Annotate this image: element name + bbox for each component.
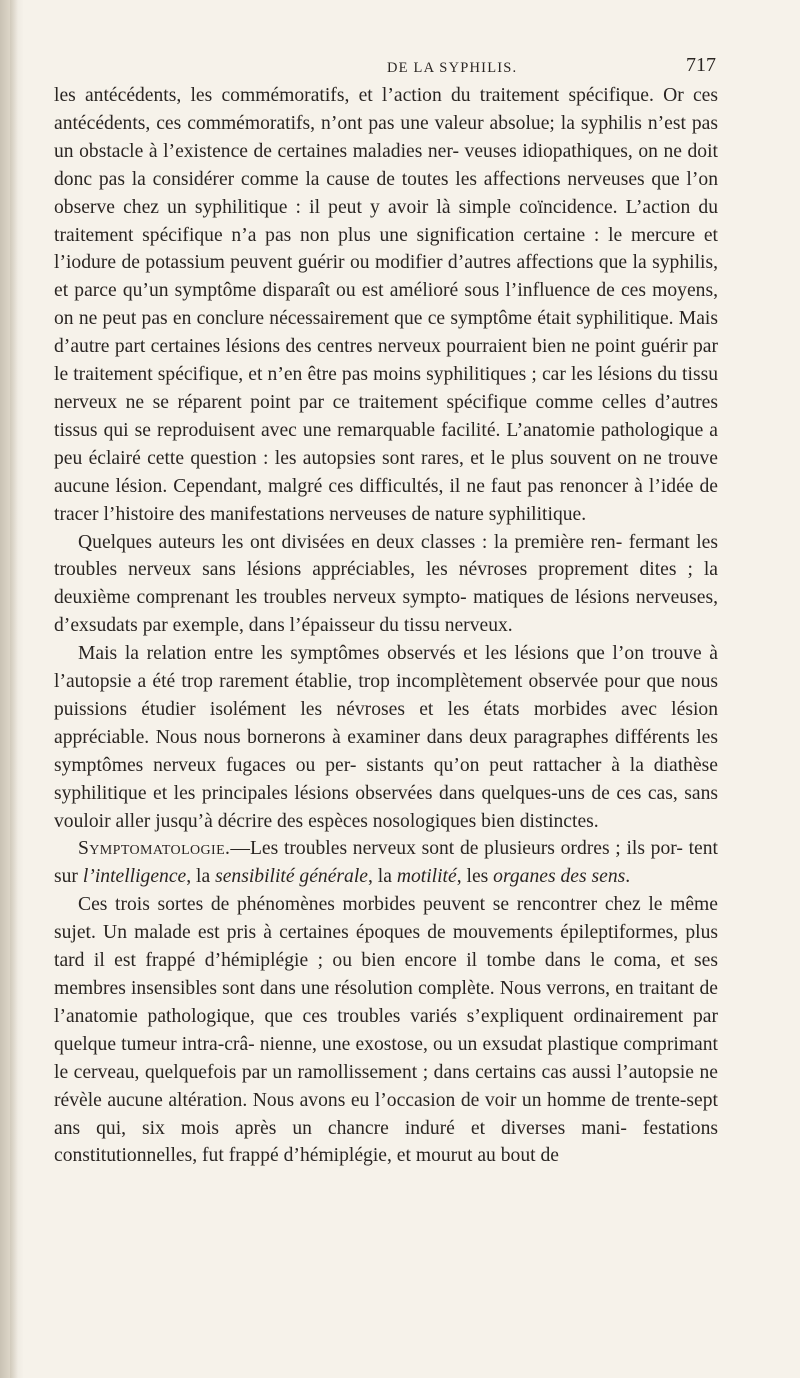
emphasis-organes: organes des sens: [493, 866, 626, 888]
paragraph-4: [54, 835, 718, 891]
text-run: , les: [456, 866, 494, 888]
emphasis-motilite: motilité: [396, 866, 457, 888]
emphasis-intelligence: l’intelligence: [82, 866, 187, 888]
paragraph-1: les antécédents, les commémoratifs, et l’action du traitement spécifique. Or ces antécédents, ces commémoratifs, n’ont pas une valeur absolue; la syphilis n’est pas un obstacle à l’existence de certaines maladies ner- veuses idiopathiques, on ne doit donc pas la considérer comme la cause de toutes les affections nerveuses que l’on observe chez un syphilitique : il peut y avoir là simple coïncidence. L’action du traitement spécifique n’a pas non plus une signification certaine : le mercure et l’iodure de potassium peuvent guérir ou modifier d’autres affections que la syphilis, et parce qu’un symptôme disparaît ou est amélioré sous l’influence de ces moyens, on ne peut pas en conclure nécessairement que ce symptôme était syphilitique. Mais d’autre part certaines lésions des centres nerveux pourraient bien ne point guérir par le traitement spécifique, et n’en être pas moins syphilitiques ; car les lésions du tissu nerveux ne se réparent point par ce traitement spécifique comme celles d’autres tissus qui se reproduisent avec une remarquable facilité. L’anatomie pathologique a peu éclairé cette question : les autopsies sont rares, et le plus souvent on ne trouve aucune lésion. Cependant, malgré ces difficultés, il ne faut pas renoncer à l’idée de tracer l’histoire des manifestations nerveuses de nature syphilitique.: [54, 85, 718, 525]
page-number: 717: [686, 54, 716, 76]
paragraph-2: Quelques auteurs les ont divisées en deux classes : la première ren- fermant les troubles nerveux sans lésions appréciables, les névroses proprement dites ; la deuxième comprenant les troubles nerveux sympto- matiques de lésions nerveuses, d’exsudats par exemple, dans l’épaisseur du tissu nerveux.: [54, 531, 718, 637]
running-head: DE LA SYPHILIS.: [387, 60, 518, 76]
text-run: , la: [367, 866, 397, 888]
paragraph-3: Mais la relation entre les symptômes observés et les lésions que l’on trouve à l’autopsie a été trop rarement établie, trop incomplètement observée pour que nous puissions étudier isolément les névroses et les états morbides avec lésion appréciable. Nous nous bornerons à examiner dans deux paragraphes différents les symptômes nerveux fugaces ou per- sistants qu’on peut rattacher à la diathèse syphilitique et les principales lésions observées dans quelques-uns de ces cas, sans vouloir aller jusqu’à décrire des espèces nosologiques bien distinctes.: [54, 643, 718, 832]
text-run: .: [625, 866, 631, 888]
text-run: , la: [186, 866, 216, 888]
gutter-shadow: [10, 0, 24, 1378]
page-body: [54, 82, 718, 1170]
page-header: [248, 40, 716, 80]
section-heading: Symptomatologie.: [78, 838, 231, 860]
emphasis-sensibilite: sensibilité générale: [215, 866, 368, 888]
text-run: —Les troubles nerveux sont de plusieurs ordres ; ils por- tent sur: [54, 838, 718, 888]
paragraph-5: Ces trois sortes de phénomènes morbides peuvent se rencontrer chez le même sujet. Un malade est pris à certaines époques de mouvements épileptiformes, plus tard il est frappé d’hémiplégie ; ou bien encore il tombe dans le coma, et ses membres insensibles sont dans une résolution complète. Nous verrons, en traitant de l’anatomie pathologique, que ces troubles variés s’expliquent ordinairement par quelque tumeur intra-crâ- nienne, une exostose, ou un exsudat plastique comprimant le cerveau, quelquefois par un ramollissement ; dans certains cas aussi l’autopsie ne révèle aucune altération. Nous avons eu l’occasion de voir un homme de trente-sept ans qui, six mois après un chancre induré et diverses mani- festations constitutionnelles, fut frappé d’hémiplégie, et mourut au bout de: [54, 894, 718, 1167]
